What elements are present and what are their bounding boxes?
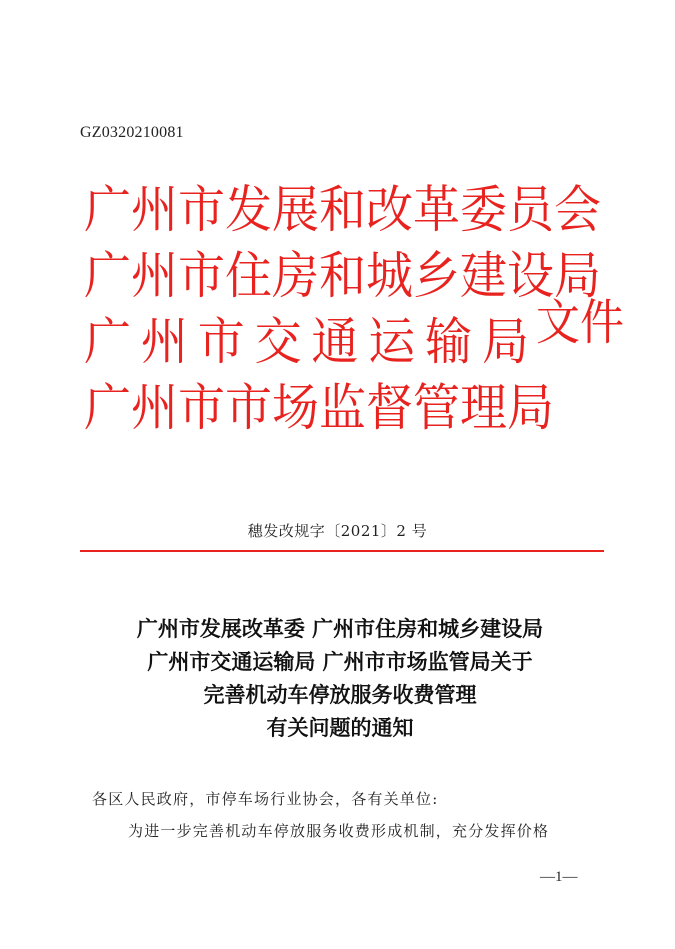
salutation: 各区人民政府，市停车场行业协会，各有关单位: bbox=[92, 790, 439, 808]
document-type-label: 文件 bbox=[536, 294, 624, 351]
agency-name-housing-construction: 广州市住房和城乡建设局 bbox=[84, 246, 601, 307]
agency-name-market-regulation: 广州市市场监督管理局 bbox=[84, 378, 554, 439]
page-number: —1— bbox=[540, 869, 578, 885]
document-title bbox=[60, 612, 620, 744]
agency-name-development-reform: 广州市发展和改革委员会 bbox=[84, 180, 601, 241]
document-code: GZ0320210081 bbox=[80, 124, 184, 141]
red-divider-line bbox=[80, 550, 604, 552]
document-number: 穗发改规字〔2021〕2 号 bbox=[247, 522, 428, 540]
title-line: 广州市交通运输局 广州市市场监管局关于 bbox=[147, 649, 533, 674]
title-line: 广州市发展改革委 广州市住房和城乡建设局 bbox=[136, 616, 544, 641]
body-paragraph: 为进一步完善机动车停放服务收费形成机制，充分发挥价格 bbox=[128, 822, 550, 840]
title-line: 有关问题的通知 bbox=[266, 715, 414, 740]
title-line: 完善机动车停放服务收费管理 bbox=[203, 682, 477, 707]
agency-name-transport: 广州市交通运输局 bbox=[84, 312, 529, 373]
